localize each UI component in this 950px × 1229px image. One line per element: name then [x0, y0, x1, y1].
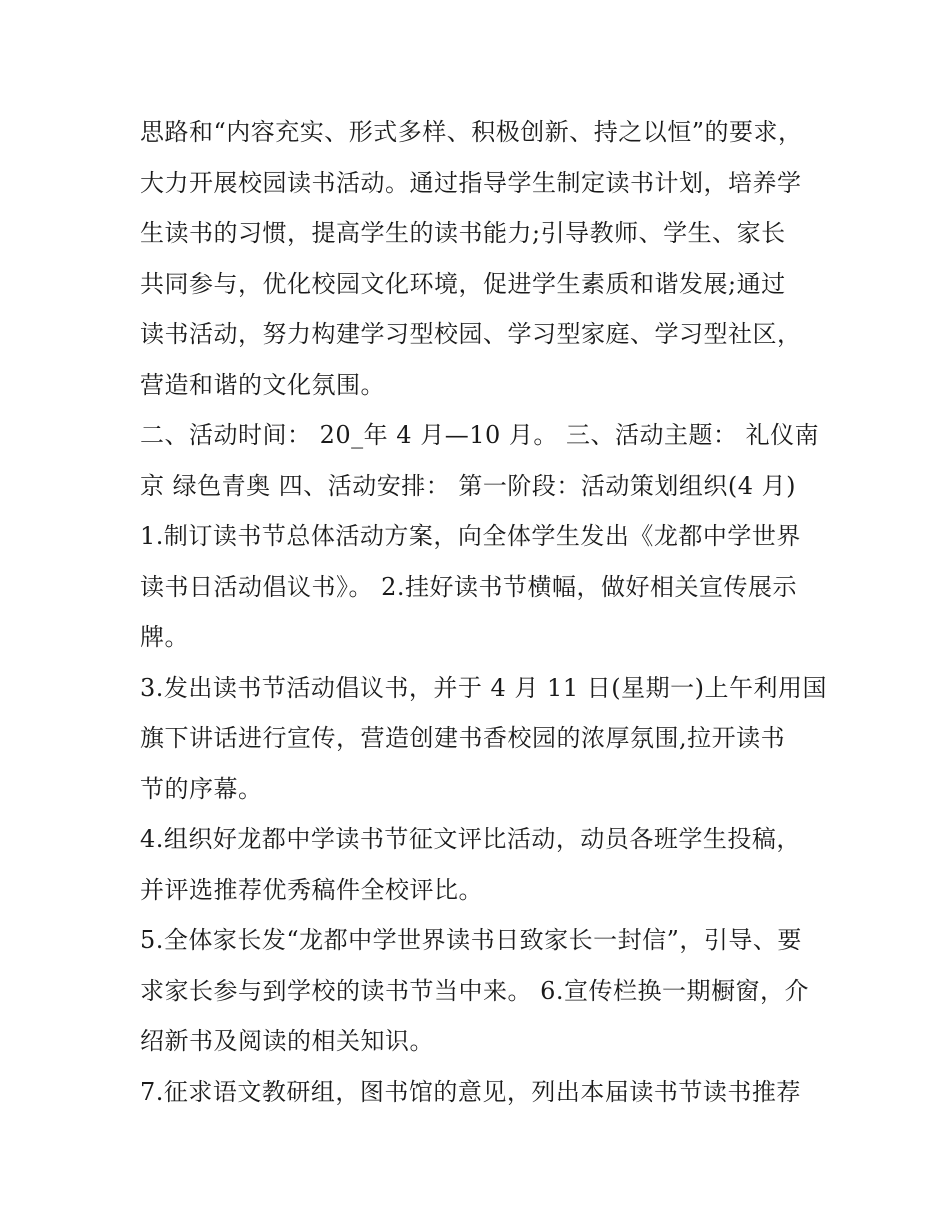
- text-line: 读书日活动倡议书》。 2.挂好读书节横幅，做好相关宣传展示: [140, 572, 798, 601]
- text-line: 共同参与，优化校园文化环境，促进学生素质和谐发展;通过: [140, 269, 786, 298]
- text-line: 大力开展校园读书活动。通过指导学生制定读书计划，培养学: [140, 168, 802, 197]
- text-line: 旗下讲话进行宣传，营造创建书香校园的浓厚氛围,拉开读书: [140, 724, 786, 752]
- text-line: 读书活动，努力构建学习型校园、学习型家庭、学习型社区，: [140, 320, 802, 348]
- text-line: 二、活动时间： 20_年 4 月—10 月。 三、活动主题： 礼仪南: [140, 421, 820, 449]
- text-line: 3.发出读书节活动倡议书，并于 4 月 11 日(星期一)上午利用国: [140, 673, 827, 702]
- text-line: 营造和谐的文化氛围。: [140, 370, 385, 399]
- text-line: 7.征求语文教研组，图书馆的意见，列出本届读书节读书推荐: [140, 1077, 801, 1106]
- text-line: 并评选推荐优秀稿件全校评比。: [140, 875, 483, 904]
- document-body: [140, 107, 827, 1117]
- text-line: 求家长参与到学校的读书节当中来。 6.宣传栏换一期橱窗，介: [140, 976, 810, 1005]
- text-line: 思路和“内容充实、形式多样、积极创新、持之以恒”的要求，: [140, 118, 803, 146]
- text-line: 5.全体家长发“龙都中学世界读书日致家长一封信”，引导、要: [140, 926, 802, 954]
- text-line: 生读书的习惯，提高学生的读书能力;引导教师、学生、家长: [140, 219, 786, 247]
- text-line: 绍新书及阅读的相关知识。: [140, 1027, 434, 1055]
- text-line: 4.组织好龙都中学读书节征文评比活动，动员各班学生投稿，: [140, 825, 801, 853]
- text-line: 1.制订读书节总体活动方案，向全体学生发出《龙都中学世界: [140, 522, 801, 550]
- text-line: 节的序幕。: [140, 774, 263, 803]
- text-line: 京 绿色青奥 四、活动安排： 第一阶段：活动策划组织(4 月): [140, 471, 797, 500]
- text-line: 牌。: [140, 623, 189, 651]
